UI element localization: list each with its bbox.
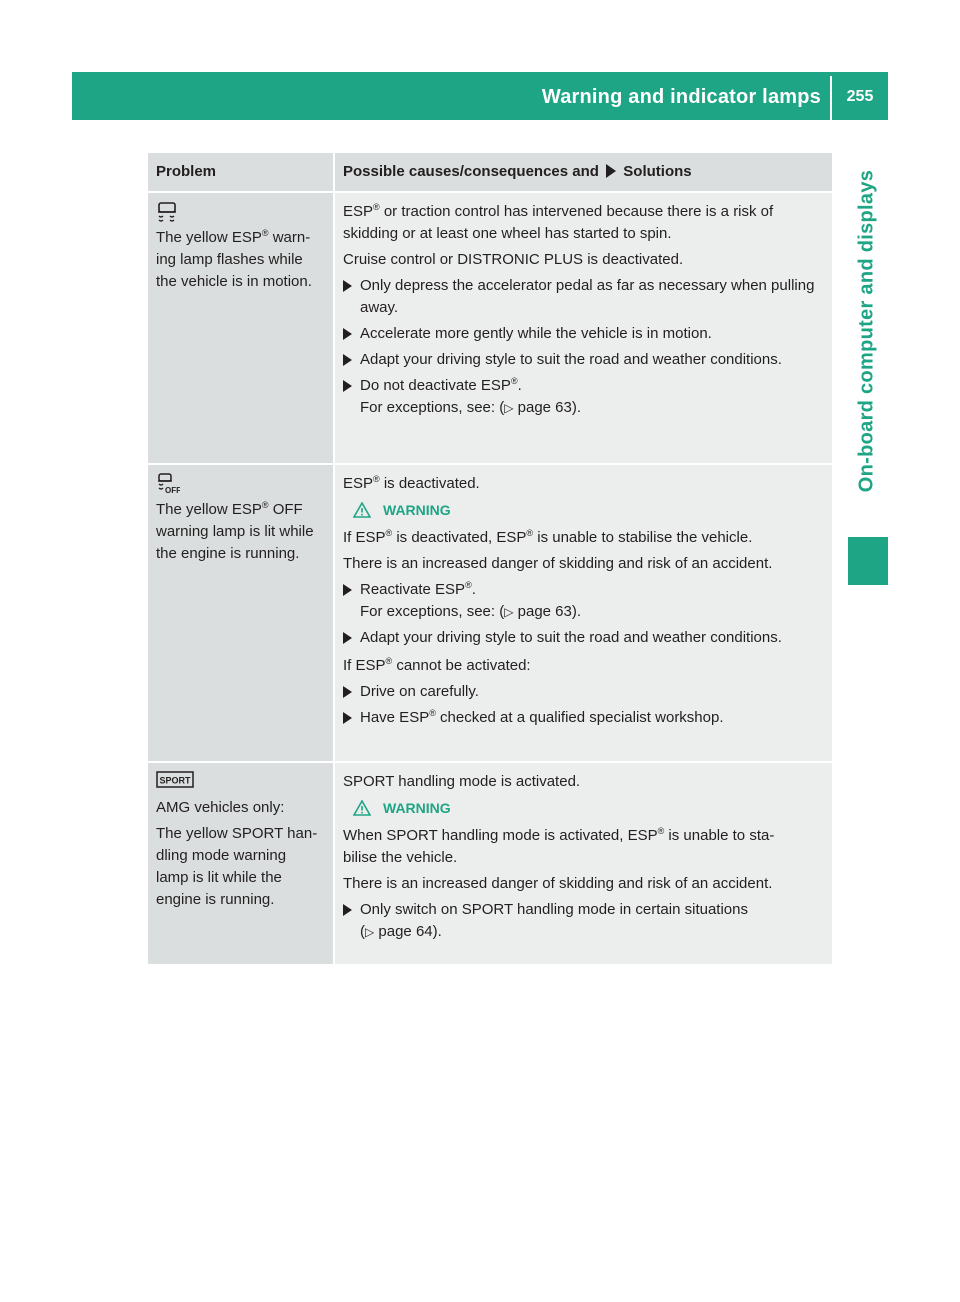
warning-lamps-table xyxy=(148,153,832,964)
solution-step: Reactivate ESP®. For exceptions, see: (▷ page 63). xyxy=(343,579,828,623)
solution-step: Do not deactivate ESP®. For exceptions, see: (▷ page 63). xyxy=(343,375,828,419)
solution-cell xyxy=(334,192,832,464)
problem-text: AMG vehicles only: xyxy=(156,799,285,816)
step-arrow-icon xyxy=(343,380,352,392)
warning-label: WARNING xyxy=(343,797,828,819)
table-row xyxy=(148,762,832,964)
header-divider xyxy=(830,76,832,120)
sport-icon-text: SPORT xyxy=(159,775,191,786)
step-arrow-icon xyxy=(343,632,352,644)
chapter-label: On-board computer and displays xyxy=(855,169,878,493)
svg-text:OFF: OFF xyxy=(165,486,180,495)
cause-text: Cruise control or DISTRONIC PLUS is deactivated. xyxy=(343,251,684,268)
solution-cell xyxy=(334,762,832,964)
section-title: Warning and indicator lamps xyxy=(541,86,821,108)
condition-text: If ESP® cannot be activated: xyxy=(343,656,531,674)
table-header-row xyxy=(148,153,832,192)
solution-step: Accelerate more gently while the vehicle is in motion. xyxy=(343,323,828,345)
solution-step: Have ESP® checked at a qualified specialist workshop. xyxy=(343,707,828,729)
page-ref-triangle-icon: ▷ xyxy=(365,925,375,939)
esp-off-icon xyxy=(156,473,325,495)
warning-text: There is an increased danger of skidding and risk of an accident. xyxy=(343,875,773,892)
warning-triangle-icon xyxy=(353,800,371,816)
problem-text: The yellow ESP® OFF warning lamp is lit while the engine is running. xyxy=(156,500,314,562)
solution-cell xyxy=(334,464,832,762)
step-arrow-icon xyxy=(343,328,352,340)
table-row xyxy=(148,464,832,762)
page-ref-triangle-icon: ▷ xyxy=(504,605,514,619)
problem-cell xyxy=(148,464,334,762)
cause-text: ESP® or traction control has intervened because there is a risk of skidding or at least one wheel has started to spin. xyxy=(343,202,774,242)
page-reference[interactable]: For exceptions, see: (▷ page 63). xyxy=(360,603,582,620)
page-reference[interactable]: (▷ page 64). xyxy=(360,923,442,940)
step-arrow-icon xyxy=(343,280,352,292)
step-arrow-icon xyxy=(343,904,352,916)
sport-mode-icon xyxy=(156,771,325,793)
step-arrow-icon xyxy=(343,686,352,698)
solution-step: Adapt your driving style to suit the road and weather conditions. xyxy=(343,627,828,649)
solution-step: Only switch on SPORT handling mode in certain situations (▷ page 64). xyxy=(343,899,828,943)
solution-step: Adapt your driving style to suit the road and weather conditions. xyxy=(343,349,828,371)
warning-triangle-icon xyxy=(353,502,371,518)
solutions-arrow-icon xyxy=(606,164,616,178)
solutions-header: Possible causes/consequences and Solutions xyxy=(334,153,832,192)
page-reference[interactable]: For exceptions, see: (▷ page 63). xyxy=(360,399,582,416)
warning-text: When SPORT handling mode is activated, ESP® is unable to sta- bilise the vehicle. xyxy=(343,826,775,866)
table-row xyxy=(148,192,832,464)
problem-cell xyxy=(148,192,334,464)
esp-skid-icon xyxy=(156,201,325,223)
page-ref-triangle-icon: ▷ xyxy=(504,401,514,415)
warning-text: There is an increased danger of skidding and risk of an accident. xyxy=(343,555,773,572)
chapter-marker xyxy=(848,537,888,585)
cause-text: SPORT handling mode is activated. xyxy=(343,773,581,790)
problem-text: The yellow SPORT han- dling mode warning lamp is lit while the engine is running. xyxy=(156,825,318,908)
page-number: 255 xyxy=(846,88,874,105)
problem-header: Problem xyxy=(148,153,334,192)
chapter-tab xyxy=(846,136,888,526)
solution-step: Drive on carefully. xyxy=(343,681,828,703)
problem-cell xyxy=(148,762,334,964)
page-header xyxy=(72,72,888,120)
warning-text: If ESP® is deactivated, ESP® is unable to stabilise the vehicle. xyxy=(343,528,753,546)
cause-text: ESP® is deactivated. xyxy=(343,474,480,492)
step-arrow-icon xyxy=(343,354,352,366)
solution-step: Only depress the accelerator pedal as far as necessary when pulling away. xyxy=(343,275,828,319)
step-arrow-icon xyxy=(343,584,352,596)
warning-label: WARNING xyxy=(343,499,828,521)
problem-text: The yellow ESP® warn- ing lamp flashes while the vehicle is in motion. xyxy=(156,228,312,290)
step-arrow-icon xyxy=(343,712,352,724)
